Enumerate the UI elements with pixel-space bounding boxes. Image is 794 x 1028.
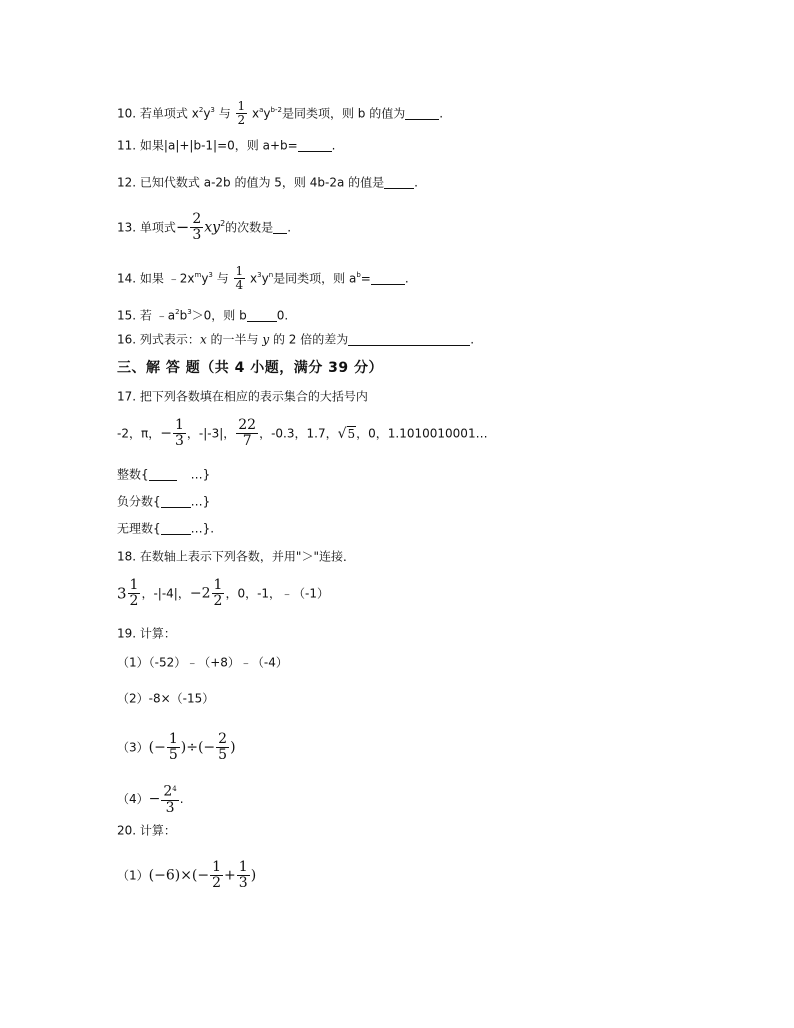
fraction: $\frac{1}{4}$: [235, 264, 244, 292]
answer-blank[interactable]: [384, 177, 414, 189]
question-number: 17.: [117, 389, 137, 404]
answer-blank[interactable]: [298, 140, 332, 152]
set-integers: 整数{ …}: [117, 467, 211, 482]
question-10: 10. 若单项式 $x^2y^3$ 与 $\frac{1}{2}$ $x^ay^{b-2}$是同类项，则 b 的值为 .: [117, 99, 444, 127]
fraction: $\frac{1}{3}$: [174, 417, 184, 449]
fraction: $\frac{1}{2}$: [129, 577, 139, 609]
fraction: $\frac{2}{3}$: [192, 211, 202, 243]
answer-blank[interactable]: [149, 469, 177, 481]
section-heading: 三、解 答 题（共 4 小题，满分 39 分）: [117, 360, 383, 376]
sub-problem-1: （1）(−6)×(− $\frac{1}{2}$ + $\frac{1}{3}$ ): [117, 859, 257, 891]
sub-problem-3: （3）(− $\frac{1}{5}$ )÷(− $\frac{2}{5}$ ): [117, 731, 236, 763]
set-negative-fractions: 负分数{ …}: [117, 494, 211, 509]
answer-blank[interactable]: [161, 496, 191, 508]
question-number: 16.: [117, 332, 137, 347]
question-number: 11.: [117, 138, 137, 153]
fraction: $\frac{1}{2}$: [212, 859, 222, 891]
question-13: 13. 单项式− $\frac{2}{3}$ $xy^2$的次数是 .: [117, 211, 292, 243]
set-irrationals: 无理数{ …}.: [117, 521, 215, 536]
question-number: 15.: [117, 308, 137, 323]
fraction: $\frac{1}{3}$: [238, 859, 248, 891]
question-14: 14. 如果 $﹣2x^my^3$ 与 $\frac{1}{4}$ $x^3y^n$是同类项，则 $a^b=$ .: [117, 264, 409, 292]
number-list: -2，π，− $\frac{1}{3}$ ，-|-3|， $\frac{22}{7}$ ，-0.3，1.7，√5，0，1.1010010001…: [117, 417, 488, 449]
question-11: 11. 如果|a|+|b-1|=0，则 a+b= .: [117, 138, 336, 153]
question-16: 16. 列式表示：x 的一半与 y 的 2 倍的差为 .: [117, 332, 475, 347]
sub-problem-4: （4）− $\frac{2^4}{3}$ .: [117, 783, 184, 816]
question-number: 19.: [117, 626, 137, 641]
answer-blank[interactable]: [161, 523, 191, 535]
question-number: 14.: [117, 271, 137, 286]
sub-problem-2: （2）-8×（-15）: [117, 691, 215, 706]
question-12: 12. 已知代数式 a-2b 的值为 5，则 4b-2a 的值是 .: [117, 175, 418, 190]
fraction: $\frac{2}{5}$: [218, 731, 228, 763]
question-number: 13.: [117, 220, 137, 235]
answer-blank[interactable]: [371, 273, 405, 285]
question-19: 19. 计算：: [117, 626, 176, 641]
fraction: $\frac{1}{2}$: [237, 99, 246, 127]
fraction: $\frac{1}{5}$: [168, 731, 178, 763]
question-number: 20.: [117, 823, 137, 838]
question-20: 20. 计算：: [117, 823, 176, 838]
number-list: 3 $\frac{1}{2}$ ，-|-4|，−2 $\frac{1}{2}$ ，0，-1，﹣（-1）: [117, 577, 330, 609]
answer-blank[interactable]: [247, 310, 277, 322]
fraction: $\frac{2^4}{3}$: [163, 783, 177, 816]
sub-problem-1: （1）（-52）﹣（+8）﹣（-4）: [117, 655, 288, 670]
question-17: 17. 把下列各数填在相应的表示集合的大括号内: [117, 389, 368, 404]
question-15: 15. 若 $﹣a^2b^3>0$，则 b 0.: [117, 308, 289, 323]
answer-blank[interactable]: [273, 222, 287, 234]
question-number: 12.: [117, 175, 137, 190]
answer-blank[interactable]: [348, 334, 470, 346]
answer-blank[interactable]: [405, 108, 439, 120]
sqrt-symbol: √5: [337, 425, 356, 442]
question-number: 10.: [117, 106, 137, 121]
fraction: $\frac{1}{2}$: [213, 577, 223, 609]
question-number: 18.: [117, 549, 137, 564]
fraction: $\frac{22}{7}$: [238, 417, 257, 449]
question-18: 18. 在数轴上表示下列各数，并用"＞"连接．: [117, 549, 355, 564]
